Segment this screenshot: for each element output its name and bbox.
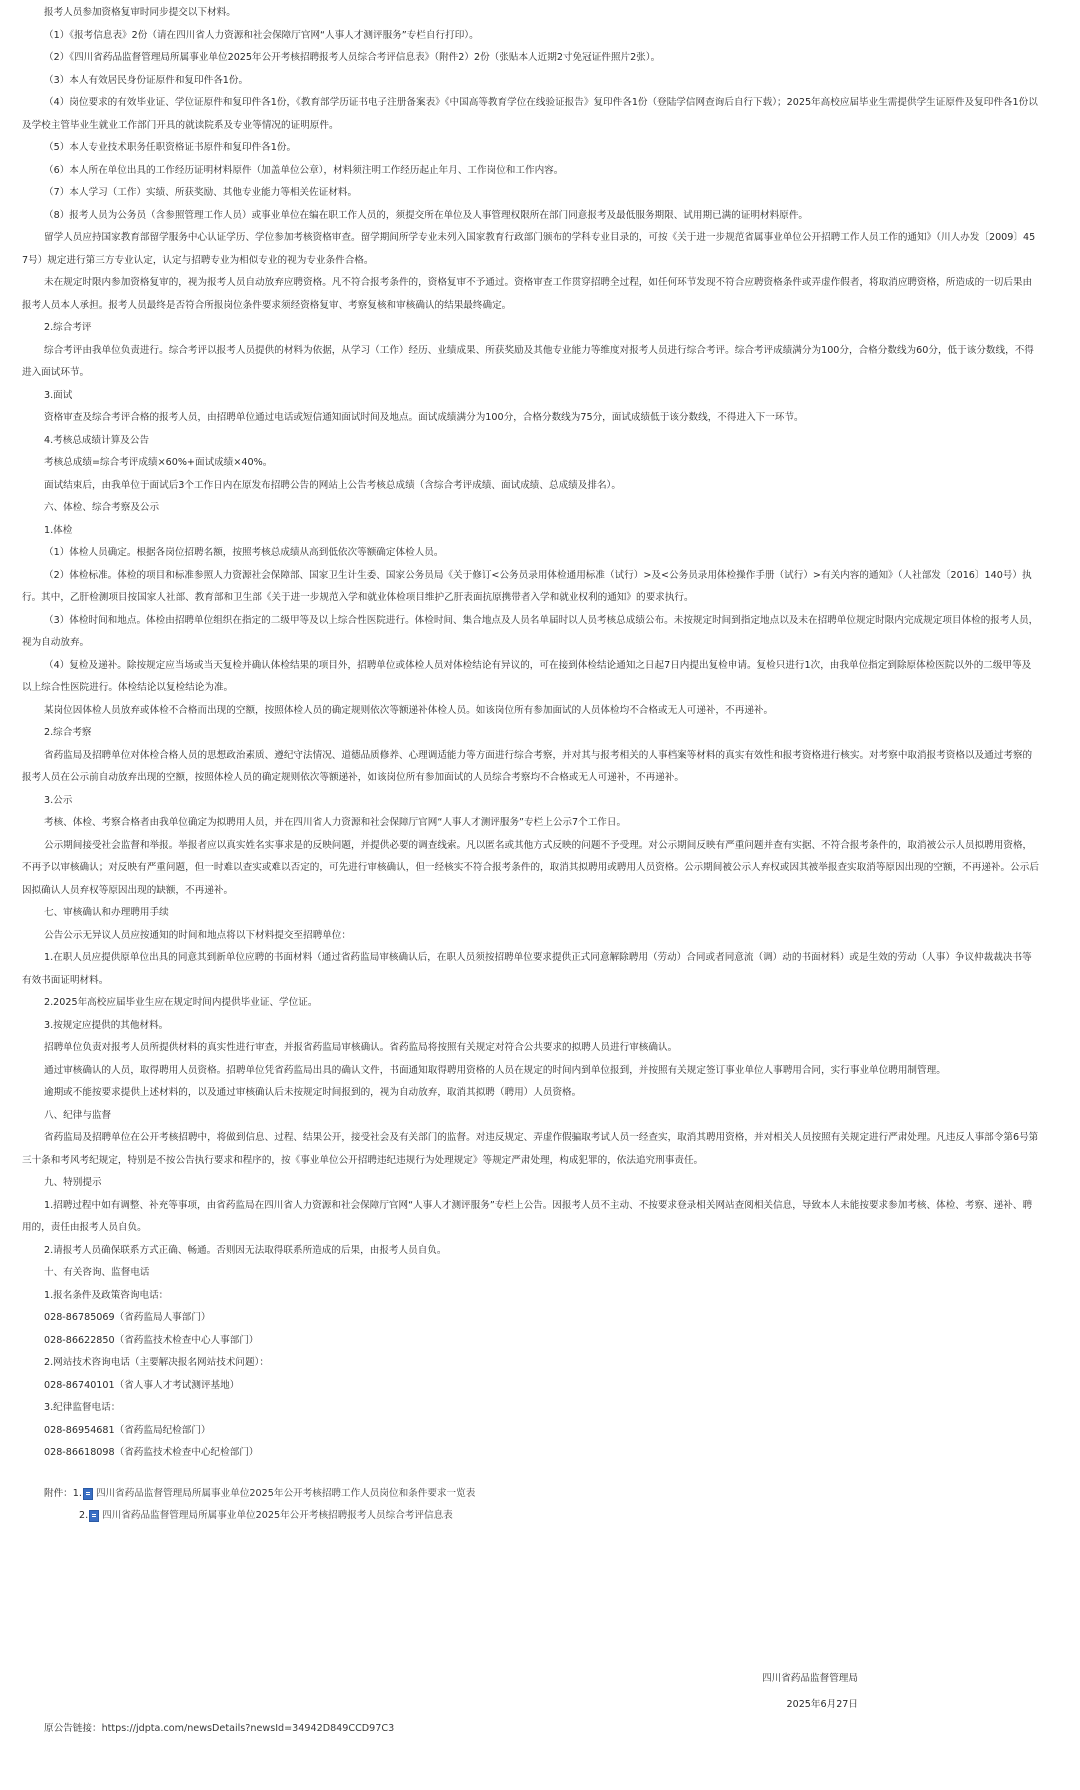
paragraph: 3.公示 [44, 794, 73, 806]
paragraph: 028-86622850（省药监技术检查中心人事部门） [44, 1334, 259, 1346]
paragraph: （1）《报考信息表》2份（请在四川省人力资源和社会保障厅官网“人事人才测评服务”专栏自行打印）。 [44, 29, 479, 41]
paragraph: 通过审核确认的人员，取得聘用人员资格。招聘单位凭省药监局出具的确认文件，书面通知取得聘用资格的人员在规定的时间内到单位报到，并按照有关规定签订事业单位人事聘用合同，实行事业单位聘用制管理。 [44, 1064, 946, 1076]
paragraph: 未在规定时限内参加资格复审的，视为报考人员自动放弃应聘资格。凡不符合报考条件的，资格复审不予通过。资格审查工作贯穿招聘全过程，如任何环节发现不符合应聘资格条件或弄虚作假者，将取消应聘资格，所造成的一切后果由报考人员本人承担。报考人员最终是否符合所报岗位条件要求须经资格复审、考察复核和审核确认的结果最终确定。 [22, 277, 1033, 311]
paragraph: 3.面试 [44, 389, 73, 401]
paragraph: 面试结束后，由我单位于面试后3个工作日内在原发布招聘公告的网站上公告考核总成绩（含综合考评成绩、面试成绩、总成绩及排名）。 [44, 479, 621, 491]
paragraph: 六、体检、综合考察及公示 [44, 502, 160, 513]
paragraph: 1.体检 [44, 524, 73, 536]
paragraph: 1.招聘过程中如有调整、补充等事项，由省药监局在四川省人力资源和社会保障厅官网“人事人才测评服务”专栏上公告。因报考人员不主动、不按要求登录相关网站查阅相关信息，导致本人未能按要求参加考核、体检、考察、递补、聘用的，责任由报考人员自负。 [22, 1199, 1033, 1233]
paragraph: 2.网站技术咨询电话（主要解决报名网站技术问题）： [44, 1357, 270, 1368]
paragraph: （3）体检时间和地点。体检由招聘单位组织在指定的二级甲等及以上综合性医院进行。体检时间、集合地点及人员名单届时以人员考核总成绩公布。未按规定时间到指定地点以及未在招聘单位规定时限内完成规定项目体检的报考人员，视为自动放弃。 [22, 614, 1039, 648]
attachment-link-2[interactable]: 四川省药品监督管理局所属事业单位2025年公开考核招聘报考人员综合考评信息表 [102, 1510, 453, 1521]
paragraph: （2）体检标准。体检的项目和标准参照人力资源社会保障部、国家卫生计生委、国家公务员局《关于修订<公务员录用体检通用标准（试行）>及<公务员录用体检操作手册（试行）>有关内容的通知》（人社部发〔2016〕140号）执行。其中，乙肝检测项目按国家人社部、教育部和卫生部《关于进一步规范入学和就业体检项目维护乙肝表面抗原携带者入学和就业权利的通知》的要求执行。 [22, 569, 1032, 603]
attachment-number-1: 1. [72, 1487, 82, 1499]
paragraph: 招聘单位负责对报考人员所提供材料的真实性进行审查，并报省药监局审核确认。省药监局将按照有关规定对符合公共要求的拟聘人员进行审核确认。 [44, 1042, 678, 1053]
paragraph: 公示期间接受社会监督和举报。举报者应以真实姓名实事求是的反映问题，并提供必要的调查线索。凡以匿名或其他方式反映的问题不予受理。对公示期间反映有严重问题并查有实据、不符合报考条件的，取消被公示人员拟聘用资格，不再予以审核确认；对反映有严重问题，但一时难以查实或难以否定的，可先进行审核确认，但一经核实不符合报考条件的，取消其拟聘用或聘用人员资格。公示期间被公示人弃权或因其被举报查实取消等原因出现的空额，不再递补。公示后因拟确认人员弃权等原因出现的缺额，不再递补。 [22, 839, 1039, 896]
source-label: 原公告链接： [44, 1723, 102, 1734]
paragraph: 某岗位因体检人员放弃或体检不合格而出现的空额，按照体检人员的确定规则依次等额递补体检人员。如该岗位所有参加面试的人员体检均不合格或无人可递补，不再递补。 [44, 704, 774, 716]
paragraph: （6）本人所在单位出具的工作经历证明材料原件（加盖单位公章），材料须注明工作经历起止年月、工作岗位和工作内容。 [44, 164, 564, 176]
paragraph: 七、审核确认和办理聘用手续 [44, 907, 169, 918]
attachments-section [22, 1483, 1040, 1528]
paragraph: 2.请报考人员确保联系方式正确、畅通。否则因无法取得联系所造成的后果，由报考人员自负。 [44, 1244, 447, 1256]
paragraph: 报考人员参加资格复审时同步提交以下材料。 [44, 7, 236, 18]
signature-organization: 四川省药品监督管理局 [762, 1673, 858, 1684]
paragraph: （8）报考人员为公务员（含参照管理工作人员）或事业单位在编在职工作人员的，须提交所在单位及人事管理权限所在部门同意报考及最低服务期限、试用期已满的证明材料原件。 [44, 209, 809, 221]
paragraph: 留学人员应持国家教育部留学服务中心认证学历、学位参加考核资格审查。留学期间所学专业未列入国家教育行政部门颁布的学科专业目录的，可按《关于进一步规范省属事业单位公开招聘工作人员工作的通知》（川人办发〔2009〕457号）规定进行第三方专业认定，认定与招聘专业为相似专业的视为专业条件合格。 [22, 232, 1036, 266]
paragraph: 考核、体检、考察合格者由我单位确定为拟聘用人员，并在四川省人力资源和社会保障厅官网“人事人才测评服务”专栏上公示7个工作日。 [44, 817, 627, 828]
paragraph: 省药监局及招聘单位对体检合格人员的思想政治素质、遵纪守法情况、道德品质修养、心理调适能力等方面进行综合考察，并对其与报考相关的人事档案等材料的真实有效性和报考资格进行核实。对考察中取消报考资格以及通过考察的报考人员在公示前自动放弃出现的空额，按照体检人员的确定规则依次等额递补，如该岗位所有参加面试的人员综合考察均不合格或无人可递补，不再递补。 [22, 749, 1033, 783]
attachments-label: 附件： [44, 1487, 73, 1499]
attachment-row-2 [22, 1505, 1040, 1528]
paragraph: 2.2025年高校应届毕业生应在规定时间内提供毕业证、学位证。 [44, 997, 318, 1008]
paragraph: 2.综合考察 [44, 727, 92, 738]
paragraph: （4）复检及递补。除按规定应当场或当天复检并确认体检结果的项目外，招聘单位或体检人员对体检结论有异议的，可在接到体检结论通知之日起7日内提出复检申请。复检只进行1次，由我单位指定到除原体检医院以外的二级甲等及以上综合性医院进行。体检结论以复检结论为准。 [22, 659, 1032, 693]
paragraph: （1）体检人员确定。根据各岗位招聘名额，按照考核总成绩从高到低依次等额确定体检人员。 [44, 547, 444, 558]
paragraph: 028-86740101（省人事人才考试测评基地） [44, 1379, 240, 1391]
source-link-line [44, 1718, 394, 1740]
paragraph: 028-86785069（省药监局人事部门） [44, 1312, 211, 1323]
paragraph: 十、有关咨询、监督电话 [44, 1267, 150, 1278]
paragraph: 省药监局及招聘单位在公开考核招聘中，将做到信息、过程、结果公开，接受社会及有关部门的监督。对违反规定、弄虚作假骗取考试人员一经查实，取消其聘用资格，并对相关人员按照有关规定进行严肃处理。凡违反人事部令第6号第三十条和考风考纪规定，特别是不按公告执行要求和程序的，按《事业单位公开招聘违纪违规行为处理规定》等规定严肃处理，构成犯罪的，依法追究刑事责任。 [22, 1132, 1039, 1166]
paragraph: 3.按规定应提供的其他材料。 [44, 1019, 169, 1031]
paragraph: 八、纪律与监督 [44, 1109, 112, 1121]
paragraph: 2.综合考评 [44, 322, 92, 333]
paragraph: （3）本人有效居民身份证原件和复印件各1份。 [44, 74, 249, 86]
paragraph: （4）岗位要求的有效毕业证、学位证原件和复印件各1份，《教育部学历证书电子注册备案表》《中国高等教育学位在线验证报告》复印件各1份（登陆学信网查询后自行下载）；2025年高校应届毕业生需提供学生证原件及复印件各1份以及学校主管毕业生就业工作部门开具的就读院系及专业等情况的证明原件。 [22, 97, 1038, 131]
paragraph: 公告公示无异议人员应按通知的时间和地点将以下材料提交至招聘单位： [44, 929, 351, 941]
paragraph: 1.报名条件及政策咨询电话： [44, 1289, 169, 1301]
paragraph: 1.在职人员应提供原单位出具的同意其到新单位应聘的书面材料（通过省药监局审核确认后，在职人员须按招聘单位要求提供正式同意解除聘用（劳动）合同或者同意流（调）动的书面材料）或是生效的劳动（人事）争议仲裁裁决书等有效书面证明材料。 [22, 952, 1032, 986]
paragraph: 3.纪律监督电话： [44, 1402, 121, 1413]
source-url-link[interactable]: https://jdpta.com/newsDetails?newsId=34942D849CCD97C3 [101, 1723, 395, 1734]
paragraph: 逾期或不能按要求提供上述材料的，以及通过审核确认后未按规定时间报到的，视为自动放弃，取消其拟聘（聘用）人员资格。 [44, 1087, 582, 1098]
paragraph: （5）本人专业技术职务任职资格证书原件和复印件各1份。 [44, 142, 297, 153]
document-icon [89, 1510, 99, 1522]
spacer [22, 1465, 1040, 1483]
document-body [22, 2, 1040, 1465]
paragraph: 考核总成绩=综合考评成绩×60%+面试成绩×40%。 [44, 457, 273, 468]
paragraph: 028-86954681（省药监局纪检部门） [44, 1424, 211, 1436]
attachment-link-1[interactable]: 四川省药品监督管理局所属事业单位2025年公开考核招聘工作人员岗位和条件要求一览表 [95, 1487, 476, 1499]
paragraph: 028-86618098（省药监技术检查中心纪检部门） [44, 1447, 259, 1458]
paragraph: （2）《四川省药品监督管理局所属事业单位2025年公开考核招聘报考人员综合考评信息表》（附件2）2份（张贴本人近期2寸免冠证件照片2张）。 [44, 52, 661, 63]
paragraph: 4.考核总成绩计算及公告 [44, 434, 150, 446]
paragraph: 资格审查及综合考评合格的报考人员，由招聘单位通过电话或短信通知面试时间及地点。面试成绩满分为100分，合格分数线为75分，面试成绩低于该分数线，不得进入下一环节。 [44, 412, 804, 423]
attachment-number-2: 2. [79, 1510, 89, 1521]
attachment-row-1 [22, 1483, 1040, 1506]
paragraph: 综合考评由我单位负责进行。综合考评以报考人员提供的材料为依据，从学习（工作）经历、业绩成果、所获奖励及其他专业能力等维度对报考人员进行综合考评。综合考评成绩满分为100分，合格分数线为60分，低于该分数线，不得进入面试环节。 [22, 344, 1034, 378]
paragraph: 九、特别提示 [44, 1177, 102, 1188]
document-icon [83, 1488, 93, 1500]
paragraph: （7）本人学习（工作）实绩、所获奖励、其他专业能力等相关佐证材料。 [44, 187, 358, 198]
signature-date: 2025年6月27日 [786, 1699, 858, 1710]
